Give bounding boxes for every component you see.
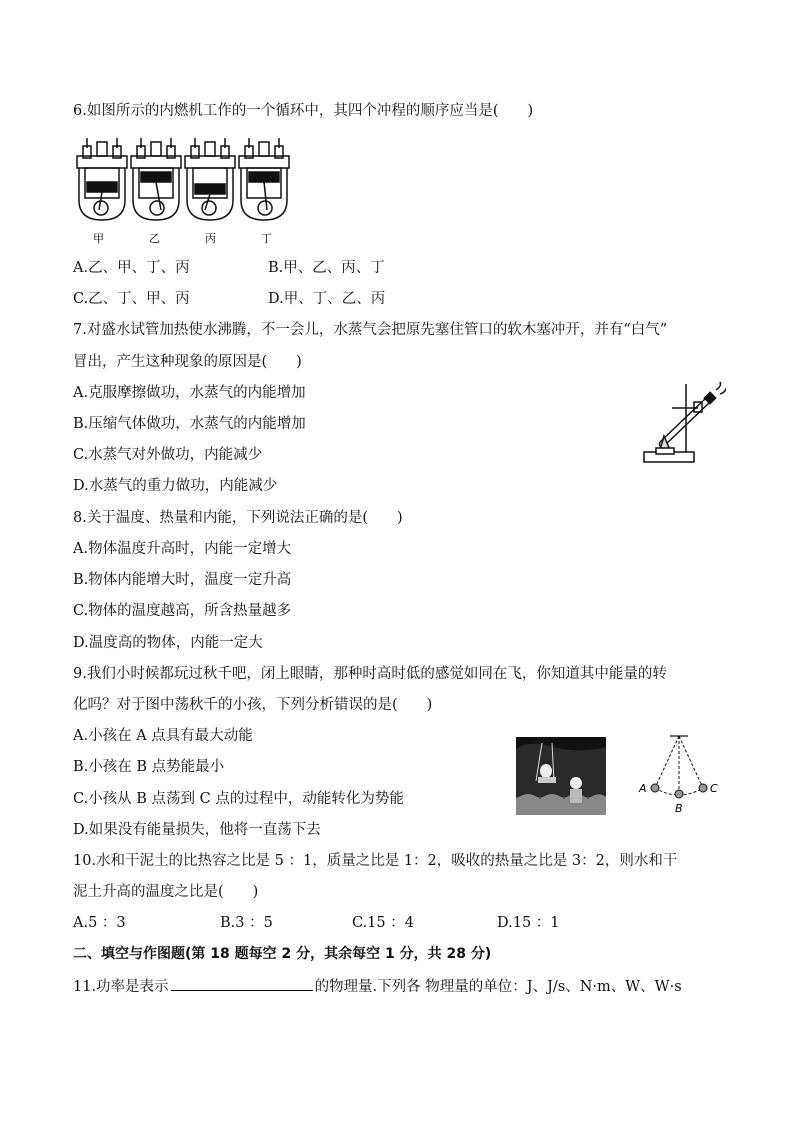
q6-option-b: B.甲、乙、丙、丁 [268,260,385,276]
q7-option-b: B.压缩气体做功，水蒸气的内能增加 [73,416,306,432]
q10-option-d: D.15 ：1 [497,915,560,931]
q8-option-a: A.物体温度升高时，内能一定增大 [73,541,292,557]
swing-scene-figure [516,737,606,815]
q10-option-a: A.5 ：3 [73,915,126,931]
q8-option-c: C.物体的温度越高，所含热量越多 [73,603,292,619]
q8-option-b: B.物体内能增大时，温度一定升高 [73,572,292,588]
q7-stem-line1: 7.对盛水试管加热使水沸腾，不一会儿，水蒸气会把原先塞住管口的软木塞冲开，并有“白气” [73,322,668,338]
pendulum-diagram [636,734,726,818]
q10-stem-line2: 泥土升高的温度之比是( ) [73,884,259,900]
q9-stem-line2: 化吗？对于图中荡秋千的小孩，下列分析错误的是( ) [73,697,433,713]
q6-option-a: A.乙、甲、丁、丙 [73,260,190,276]
q10-option-b: B.3 ：5 [220,915,273,931]
test-tube-apparatus-figure [642,380,726,468]
q9-stem-line1: 9.我们小时候都玩过秋千吧，闭上眼睛，那种时高时低的感觉如同在飞，你知道其中能量的转 [73,666,667,682]
q6-stem: 6.如图所示的内燃机工作的一个循环中，其四个冲程的顺序应当是( ) [73,103,534,119]
q9-option-b: B.小孩在 B 点势能最小 [73,759,225,775]
point-c-label: C [710,782,718,795]
q9-option-d: D.如果没有能量损失，他将一直荡下去 [73,822,321,838]
q6-option-c: C.乙、丁、甲、丙 [73,291,190,307]
q7-stem-line2: 冒出，产生这种现象的原因是( ) [73,354,302,370]
q11-answer-blank[interactable] [171,976,313,991]
q7-option-c: C.水蒸气对外做功，内能减少 [73,447,263,463]
q8-option-d: D.温度高的物体，内能一定大 [73,635,263,651]
point-b-label: B [675,802,683,815]
engine-label-4: 丁 [261,232,272,245]
q11-line [73,976,682,997]
q10-stem-line1: 10.水和干泥土的比热容之比是 5 ：1，质量之比是 1：2，吸收的热量之比是 3：2，则水和干 [73,853,678,869]
q7-option-a: A.克服摩擦做功，水蒸气的内能增加 [73,385,306,401]
q9-option-a: A.小孩在 A 点具有最大动能 [73,728,253,744]
q11-text-before: 11.功率是表示 [73,979,169,995]
q6-option-d: D.甲、丁、乙、丙 [268,291,386,307]
q10-option-c: C.15 ：4 [352,915,414,931]
q11-text-after: 的物理量.下列各 物理量的单位：J、J/s、N·m、W、W·s [314,979,682,995]
q7-option-d: D.水蒸气的重力做功，内能减少 [73,478,278,494]
engine-label-1: 甲 [93,232,104,245]
q9-option-c: C.小孩从 B 点荡到 C 点的过程中，动能转化为势能 [73,791,404,807]
q8-stem: 8.关于温度、热量和内能，下列说法正确的是( ) [73,510,403,526]
section-2-heading: 二、填空与作图题(第 18 题每空 2 分，其余每空 1 分，共 28 分) [73,946,492,962]
engine-strokes-figure [73,132,293,252]
engine-label-2: 乙 [149,232,160,245]
engine-label-3: 丙 [205,232,216,245]
point-a-label: A [639,782,647,795]
